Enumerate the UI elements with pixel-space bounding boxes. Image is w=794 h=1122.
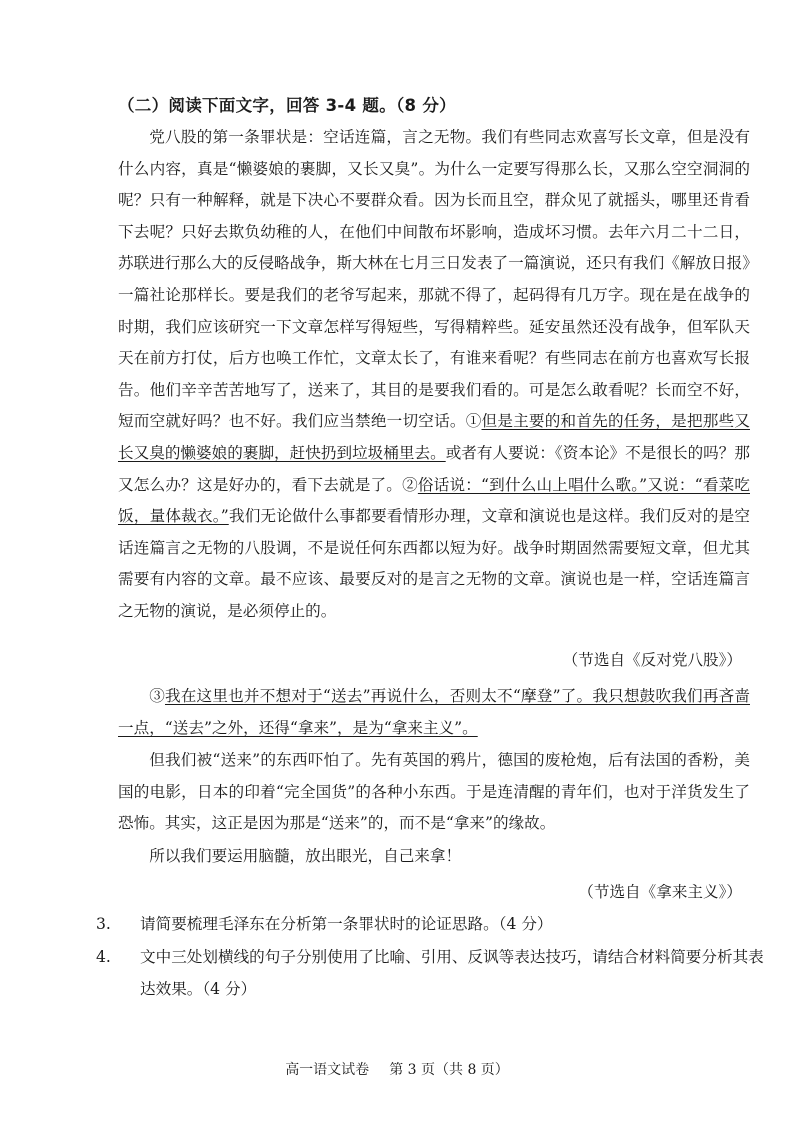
passage-1-text-b: 或者有人要说：《资本论》不是很长的吗？那又怎么办？这是好办的，看下去就是了。	[118, 443, 750, 494]
question-4-text: 文中三处划横线的句子分别使用了比喻、引用、反讽等表达技巧，请结合材料简要分析其表达效果。（4 分）	[140, 948, 764, 998]
underline-marker-3: ③	[149, 687, 165, 705]
passage-2-paragraph-1	[118, 681, 750, 744]
question-4-number: 4.	[96, 948, 111, 966]
question-4	[96, 942, 772, 1005]
passage-1-paragraph	[118, 122, 750, 628]
question-3-number: 3.	[96, 915, 111, 933]
underlined-sentence-2: 俗话说：“到什么山上唱什么歌。”又说：“看菜吃饭，量体裁衣。”	[118, 475, 750, 526]
passage-1-text-c: 我们无论做什么事都要看情形办理，文章和演说也是这样。我们反对的是空话连篇言之无物的八股调，不是说任何东西都以短为好。战争时期固然需要短文章，但尤其需要有内容的文章。最不应该、最要反对的是言之无物的文章。演说也是一样，空话连篇言之无物的演说，是必须停止的。	[118, 507, 750, 620]
question-3	[96, 909, 772, 941]
question-3-text: 请简要梳理毛泽东在分析第一条罪状时的论证思路。（4 分）	[140, 915, 553, 933]
underline-marker-1: ①	[465, 412, 482, 431]
passage-1-text-a: 党八股的第一条罪状是：空话连篇，言之无物。我们有些同志欢喜写长文章，但是没有什么内容，真是“懒婆娘的裹脚，又长又臭”。为什么一定要写得那么长，又那么空空洞洞的呢？只有一种解释，就是下决心不要群众看。因为长而且空，群众见了就摇头，哪里还肯看下去呢？只好去欺负幼稚的人，在他们中间散布坏影响，造成坏习惯。去年六月二十二日，苏联进行那么大的反侵略战争，斯大林在七月三日发表了一篇演说，还只有我们《解放日报》一篇社论那样长。要是我们的老爷写起来，那就不得了，起码得有几万字。现在是在战争的时期，我们应该研究一下文章怎样写得短些，写得精粹些。延安虽然还没有战争，但军队天天在前方打仗，后方也唤工作忙，文章太长了，有谁来看呢？有些同志在前方也喜欢写长报告。他们辛辛苦苦地写了，送来了，其目的是要我们看的。可是怎么敢看呢？长而空不好，短而空就好吗？也不好。我们应当禁绝一切空话。	[118, 128, 750, 431]
underlined-sentence-3: 我在这里也并不想对于“送去”再说什么，否则太不“摩登”了。我只想鼓吹我们再吝啬一点，“送去”之外，还得“拿来”，是为“拿来主义”。	[118, 687, 750, 737]
passage-2-paragraph-3: 所以我们要运用脑髓，放出眼光，自己来拿！	[149, 847, 462, 865]
footer-exam-title: 高一语文试卷	[285, 1062, 370, 1078]
underlined-sentence-1: 但是主要的和首先的任务，是把那些又长又臭的懒婆娘的裹脚，赶快扔到垃圾桶里去。	[118, 412, 750, 462]
footer-page-number: 第 3 页（共 8 页）	[389, 1062, 509, 1078]
underline-marker-2: ②	[402, 475, 418, 494]
page-footer	[0, 1059, 794, 1079]
section-title: （二）阅读下面文字，回答 3-4 题。（8 分）	[118, 96, 456, 115]
passage-2-source: （节选自《拿来主义》）	[578, 883, 742, 901]
passage-2-paragraph-2: 但我们被“送来”的东西吓怕了。先有英国的鸦片，德国的废枪炮，后有法国的香粉，美国的电影，日本的印着“完全国货”的各种小东西。于是连清醒的青年们，也对于洋货发生了恐怖。其实，这正是因为那是“送来”的，而不是“拿来”的缘故。	[118, 751, 750, 833]
passage-1-source: （节选自《反对党八股》）	[562, 651, 742, 669]
